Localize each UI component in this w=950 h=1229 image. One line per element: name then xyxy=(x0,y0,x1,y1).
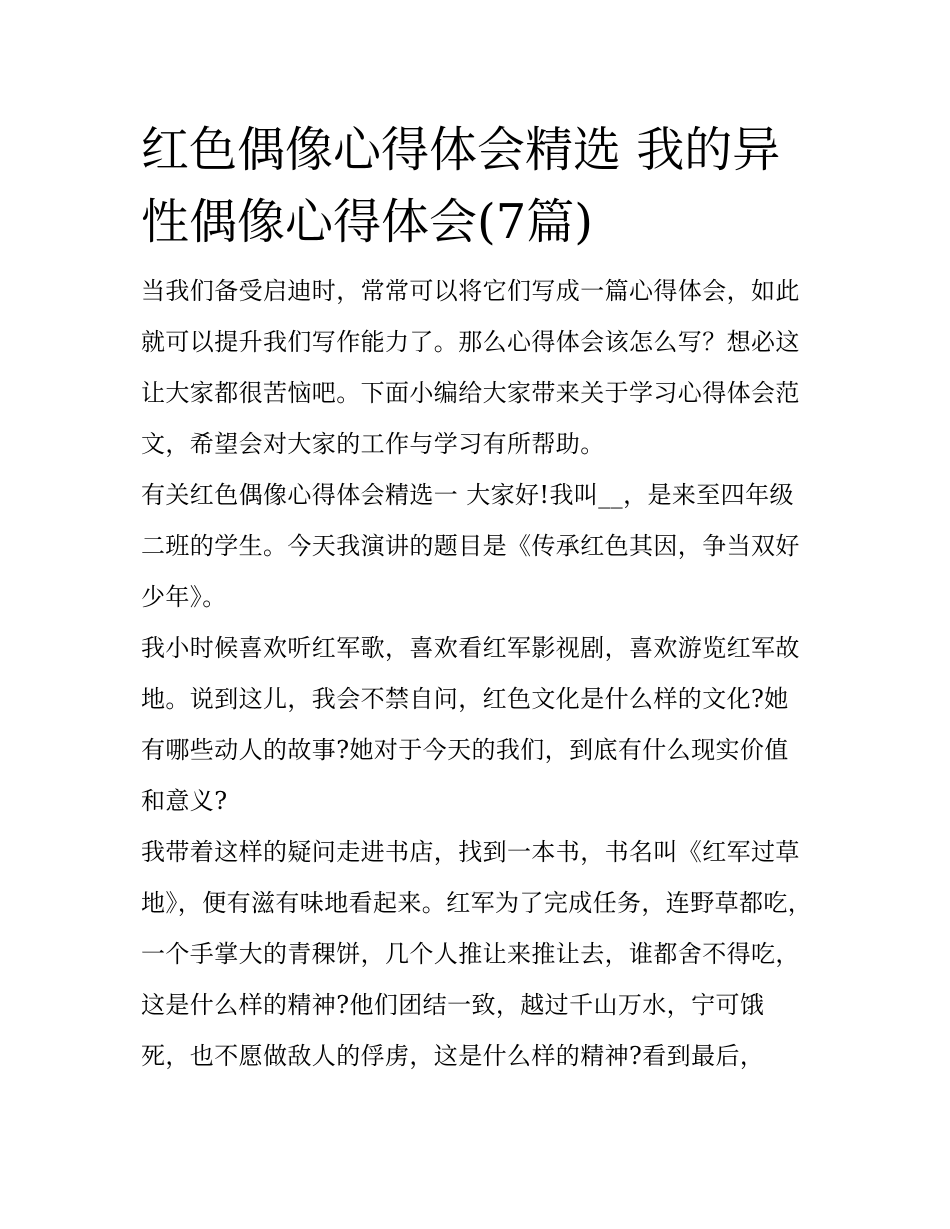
paragraph-intro: 当我们备受启迪时，常常可以将它们写成一篇心得体会，如此就可以提升我们写作能力了。那么心得体会该怎么写？想必这让大家都很苦恼吧。下面小编给大家带来关于学习心得体会范文，希望会对大家的工作与学习有所帮助。 xyxy=(141,277,800,458)
paragraph-red-culture-questions: 我小时候喜欢听红军歌，喜欢看红军影视剧，喜欢游览红军故地。说到这儿，我会不禁自问，红色文化是什么样的文化?她有哪些动人的故事?她对于今天的我们，到底有什么现实价值和意义? xyxy=(141,634,800,815)
paragraph-speech-opening: 有关红色偶像心得体会精选一 大家好!我叫__，是来至四年级二班的学生。今天我演讲的题目是《传承红色其因，争当双好少年》。 xyxy=(141,481,800,611)
document-title: 红色偶像心得体会精选 我的异性偶像心得体会(7篇) xyxy=(141,122,781,250)
document-body xyxy=(141,114,813,1082)
paragraph-book-story: 我带着这样的疑问走进书店，找到一本书，书名叫《红军过草地》，便有滋有味地看起来。红军为了完成任务，连野草都吃，一个手掌大的青稞饼，几个人推让来推让去，谁都舍不得吃，这是什么样的精神?他们团结一致，越过千山万水，宁可饿死，也不愿做敌人的俘虏，这是什么样的精神?看到最后， xyxy=(141,838,813,1070)
